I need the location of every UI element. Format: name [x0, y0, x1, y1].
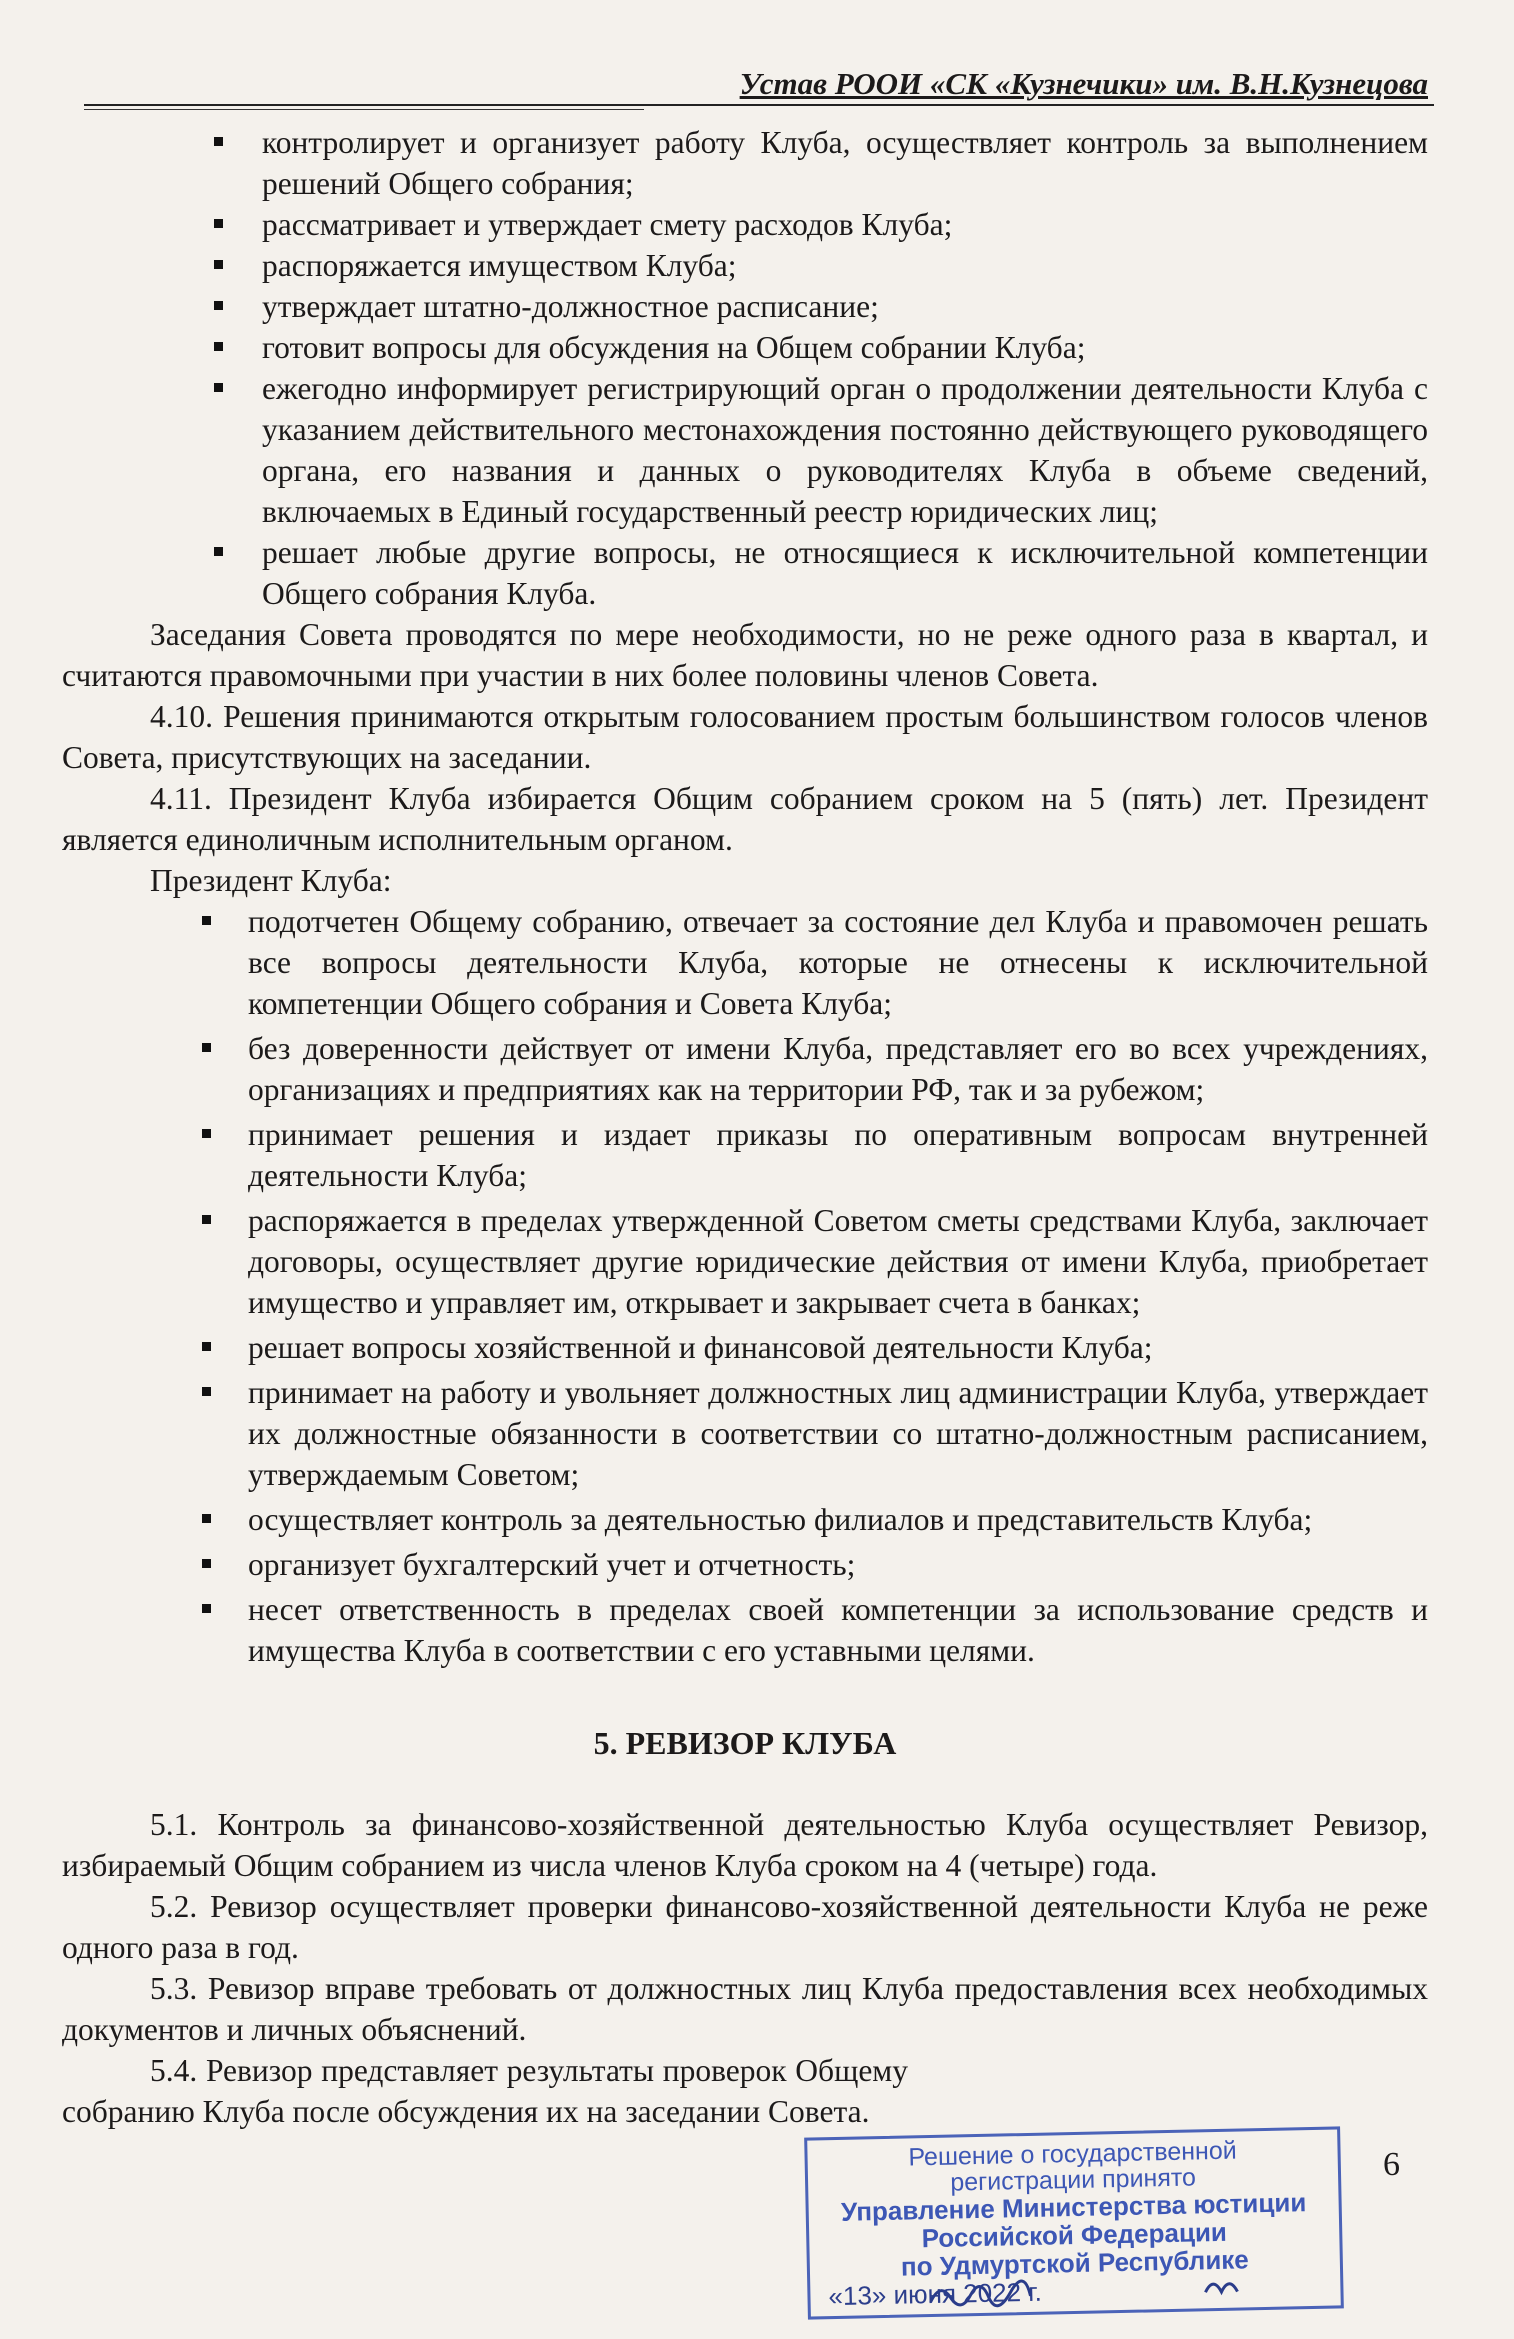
stamp-line: Управление Министерства юстиции	[840, 2187, 1307, 2227]
paragraph-5-1: 5.1. Контроль за финансово-хозяйственной деятельностью Клуба осуществляет Ревизор, избираемый Общим собранием из числа членов Клуба сроком на 4 (четыре) года.	[62, 1807, 1428, 1883]
list-item: без доверенности действует от имени Клуба, представляет его во всех учреждениях, организациях и предприятиях как на территории РФ, так и за рубежом;	[62, 1028, 1428, 1110]
paragraph-4-11: 4.11. Президент Клуба избирается Общим собранием сроком на 5 (пять) лет. Президент является единоличным исполнительным органом.	[62, 781, 1428, 857]
stamp-line: Российской Федерации	[921, 2216, 1228, 2254]
page-number: 6	[1383, 2146, 1400, 2183]
paragraph-5-4: 5.4. Ревизор представляет результаты проверок Общему собранию Клуба после обсуждения их на заседании Совета.	[62, 2053, 908, 2129]
list-item: осуществляет контроль за деятельностью филиалов и представительств Клуба;	[62, 1499, 1428, 1540]
bullet-icon	[202, 1043, 211, 1052]
list-item: распоряжается имуществом Клуба;	[62, 245, 1428, 286]
bullet-icon	[214, 383, 223, 392]
president-powers-list	[62, 901, 1428, 1671]
council-powers-list	[62, 122, 1428, 614]
header-rule	[84, 104, 1434, 106]
bullet-icon	[202, 1215, 211, 1224]
page-header	[84, 66, 1434, 110]
paragraph-5-3: 5.3. Ревизор вправе требовать от должностных лиц Клуба предоставления всех необходимых документов и личных объяснений.	[62, 1971, 1428, 2047]
bullet-icon	[214, 301, 223, 310]
list-item: утверждает штатно-должностное расписание;	[62, 286, 1428, 327]
list-item: подотчетен Общему собранию, отвечает за состояние дел Клуба и правомочен решать все вопросы деятельности Клуба, которые не отнесены к исключительной компетенции Общего собрания и Совета Клуба;	[62, 901, 1428, 1024]
bullet-icon	[214, 547, 223, 556]
list-item: распоряжается в пределах утвержденной Советом сметы средствами Клуба, заключает договоры, осуществляет другие юридические действия от имени Клуба, приобретает имущество и управляет им, открывает и закрывает счета в банках;	[62, 1200, 1428, 1323]
stamp-date: «13» июня 2022 г.	[828, 2276, 1043, 2312]
bullet-icon	[202, 1129, 211, 1138]
paragraph-4-10: 4.10. Решения принимаются открытым голосованием простым большинством голосов членов Совета, присутствующих на заседании.	[62, 699, 1428, 775]
paragraph-meetings: Заседания Совета проводятся по мере необходимости, но не реже одного раза в квартал, и считаются правомочными при участии в них более половины членов Совета.	[62, 617, 1428, 693]
bullet-icon	[202, 1387, 211, 1396]
list-item: принимает на работу и увольняет должностных лиц администрации Клуба, утверждает их должностные обязанности в соответствии со штатно-должностным расписанием, утверждаемым Советом;	[62, 1372, 1428, 1495]
bullet-icon	[202, 1559, 211, 1568]
bullet-icon	[202, 1604, 211, 1613]
president-intro: Президент Клуба:	[150, 863, 392, 898]
handwritten-date-icon	[830, 2260, 1311, 2314]
registration-stamp	[804, 2126, 1344, 2319]
bullet-icon	[214, 219, 223, 228]
list-item: рассматривает и утверждает смету расходов Клуба;	[62, 204, 1428, 245]
list-item: решает вопросы хозяйственной и финансовой деятельности Клуба;	[62, 1327, 1428, 1368]
section-title: 5. РЕВИЗОР КЛУБА	[593, 1725, 897, 1761]
bullet-icon	[202, 1342, 211, 1351]
list-item: несет ответственность в пределах своей компетенции за использование средств и имущества Клуба в соответствии с его уставными целями.	[62, 1589, 1428, 1671]
header-title: Устав РООИ «СК «Кузнечики» им. В.Н.Кузнецова	[739, 66, 1428, 101]
list-item: решает любые другие вопросы, не относящиеся к исключительной компетенции Общего собрания Клуба.	[62, 532, 1428, 614]
bullet-icon	[214, 137, 223, 146]
document-body	[62, 122, 1428, 2132]
paragraph-5-2: 5.2. Ревизор осуществляет проверки финансово-хозяйственной деятельности Клуба не реже одного раза в год.	[62, 1889, 1428, 1965]
bullet-icon	[202, 916, 211, 925]
stamp-line: регистрации принято	[949, 2163, 1197, 2197]
list-item: принимает решения и издает приказы по оперативным вопросам внутренней деятельности Клуба;	[62, 1114, 1428, 1196]
bullet-icon	[214, 260, 223, 269]
list-item: готовит вопросы для обсуждения на Общем собрании Клуба;	[62, 327, 1428, 368]
stamp-line: Решение о государственной	[908, 2136, 1237, 2172]
stamp-line: по Удмуртской Республике	[900, 2244, 1250, 2282]
list-item: организует бухгалтерский учет и отчетность;	[62, 1544, 1428, 1585]
bullet-icon	[202, 1514, 211, 1523]
list-item: контролирует и организует работу Клуба, осуществляет контроль за выполнением решений Общего собрания;	[62, 122, 1428, 204]
header-rule-secondary	[84, 109, 644, 110]
list-item: ежегодно информирует регистрирующий орган о продолжении деятельности Клуба с указанием действительного местонахождения постоянно действующего руководящего органа, его названия и данных о руководителях Клуба в объеме сведений, включаемых в Единый государственный реестр юридических лиц;	[62, 368, 1428, 532]
bullet-icon	[214, 342, 223, 351]
